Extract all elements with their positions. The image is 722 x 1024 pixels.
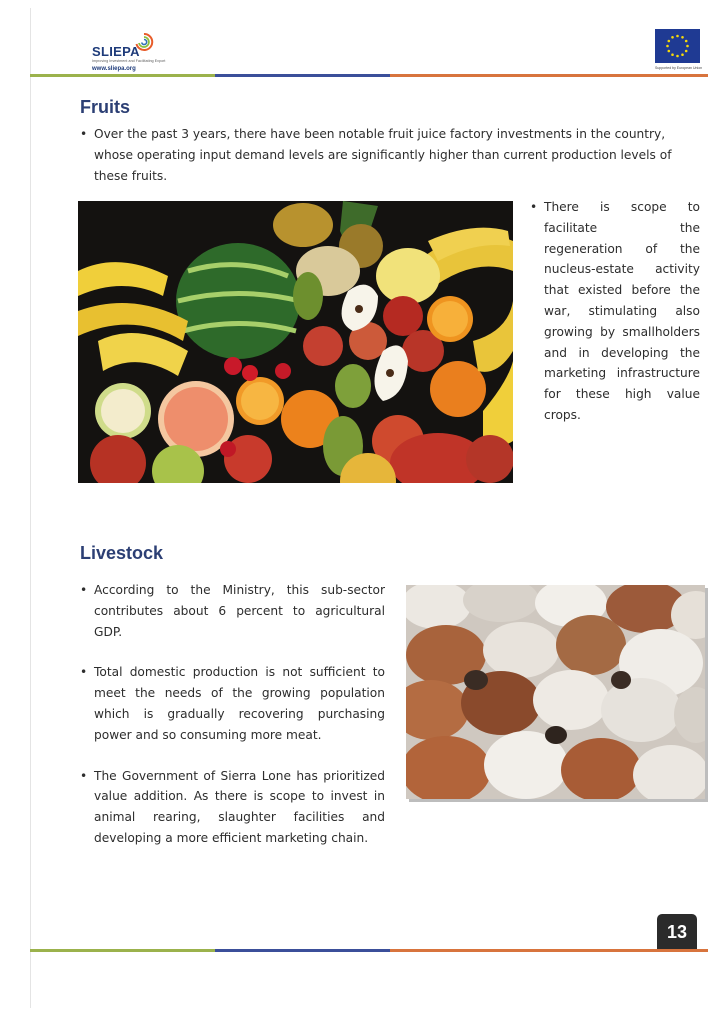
fruits-heading: Fruits — [80, 97, 131, 117]
eu-flag-icon — [655, 29, 700, 63]
fruits-intro-list — [80, 124, 680, 186]
cattle-photo — [406, 585, 705, 799]
livestock-bullet: • Total domestic production is not sufficient to meet the needs of the growing population which is gradually recovering purchasing power and so consuming more meat. — [80, 662, 385, 745]
page-number: 13 — [657, 914, 697, 950]
logo-tagline: Improving Investment and Facilitating Export — [92, 59, 166, 63]
header-rule — [30, 74, 708, 77]
sliepa-logo-icon — [133, 31, 155, 53]
fruit-photo — [78, 201, 513, 483]
footer-rule — [30, 949, 708, 952]
eu-caption: Supported by European Union — [655, 66, 703, 70]
logo-name: SLIEPA — [92, 44, 140, 59]
logo-url: www.sliepa.org — [92, 66, 136, 72]
fruits-intro-bullet: • Over the past 3 years, there have been notable fruit juice factory investments in the country, whose operating input demand levels are significantly higher than current production levels of these fruits. — [80, 124, 680, 186]
sliepa-logo — [92, 30, 202, 75]
livestock-list — [80, 580, 385, 869]
fruits-side-bullet: • There is scope to facilitate the regeneration of the nucleus-estate activity that existed before the war, stimulating also growing by smallholders and in developing the marketing infrastructure for these high value crops. — [530, 197, 700, 426]
livestock-bullet: • The Government of Sierra Lone has prioritized value addition. As there is scope to invest in animal rearing, slaughter facilities and developing a more efficient marketing chain. — [80, 766, 385, 849]
livestock-heading: Livestock — [80, 543, 164, 563]
fruits-side-list — [530, 197, 700, 426]
page-edge — [30, 8, 31, 1008]
livestock-bullet: • According to the Ministry, this sub-sector contributes about 6 percent to agricultural GDP. — [80, 580, 385, 642]
